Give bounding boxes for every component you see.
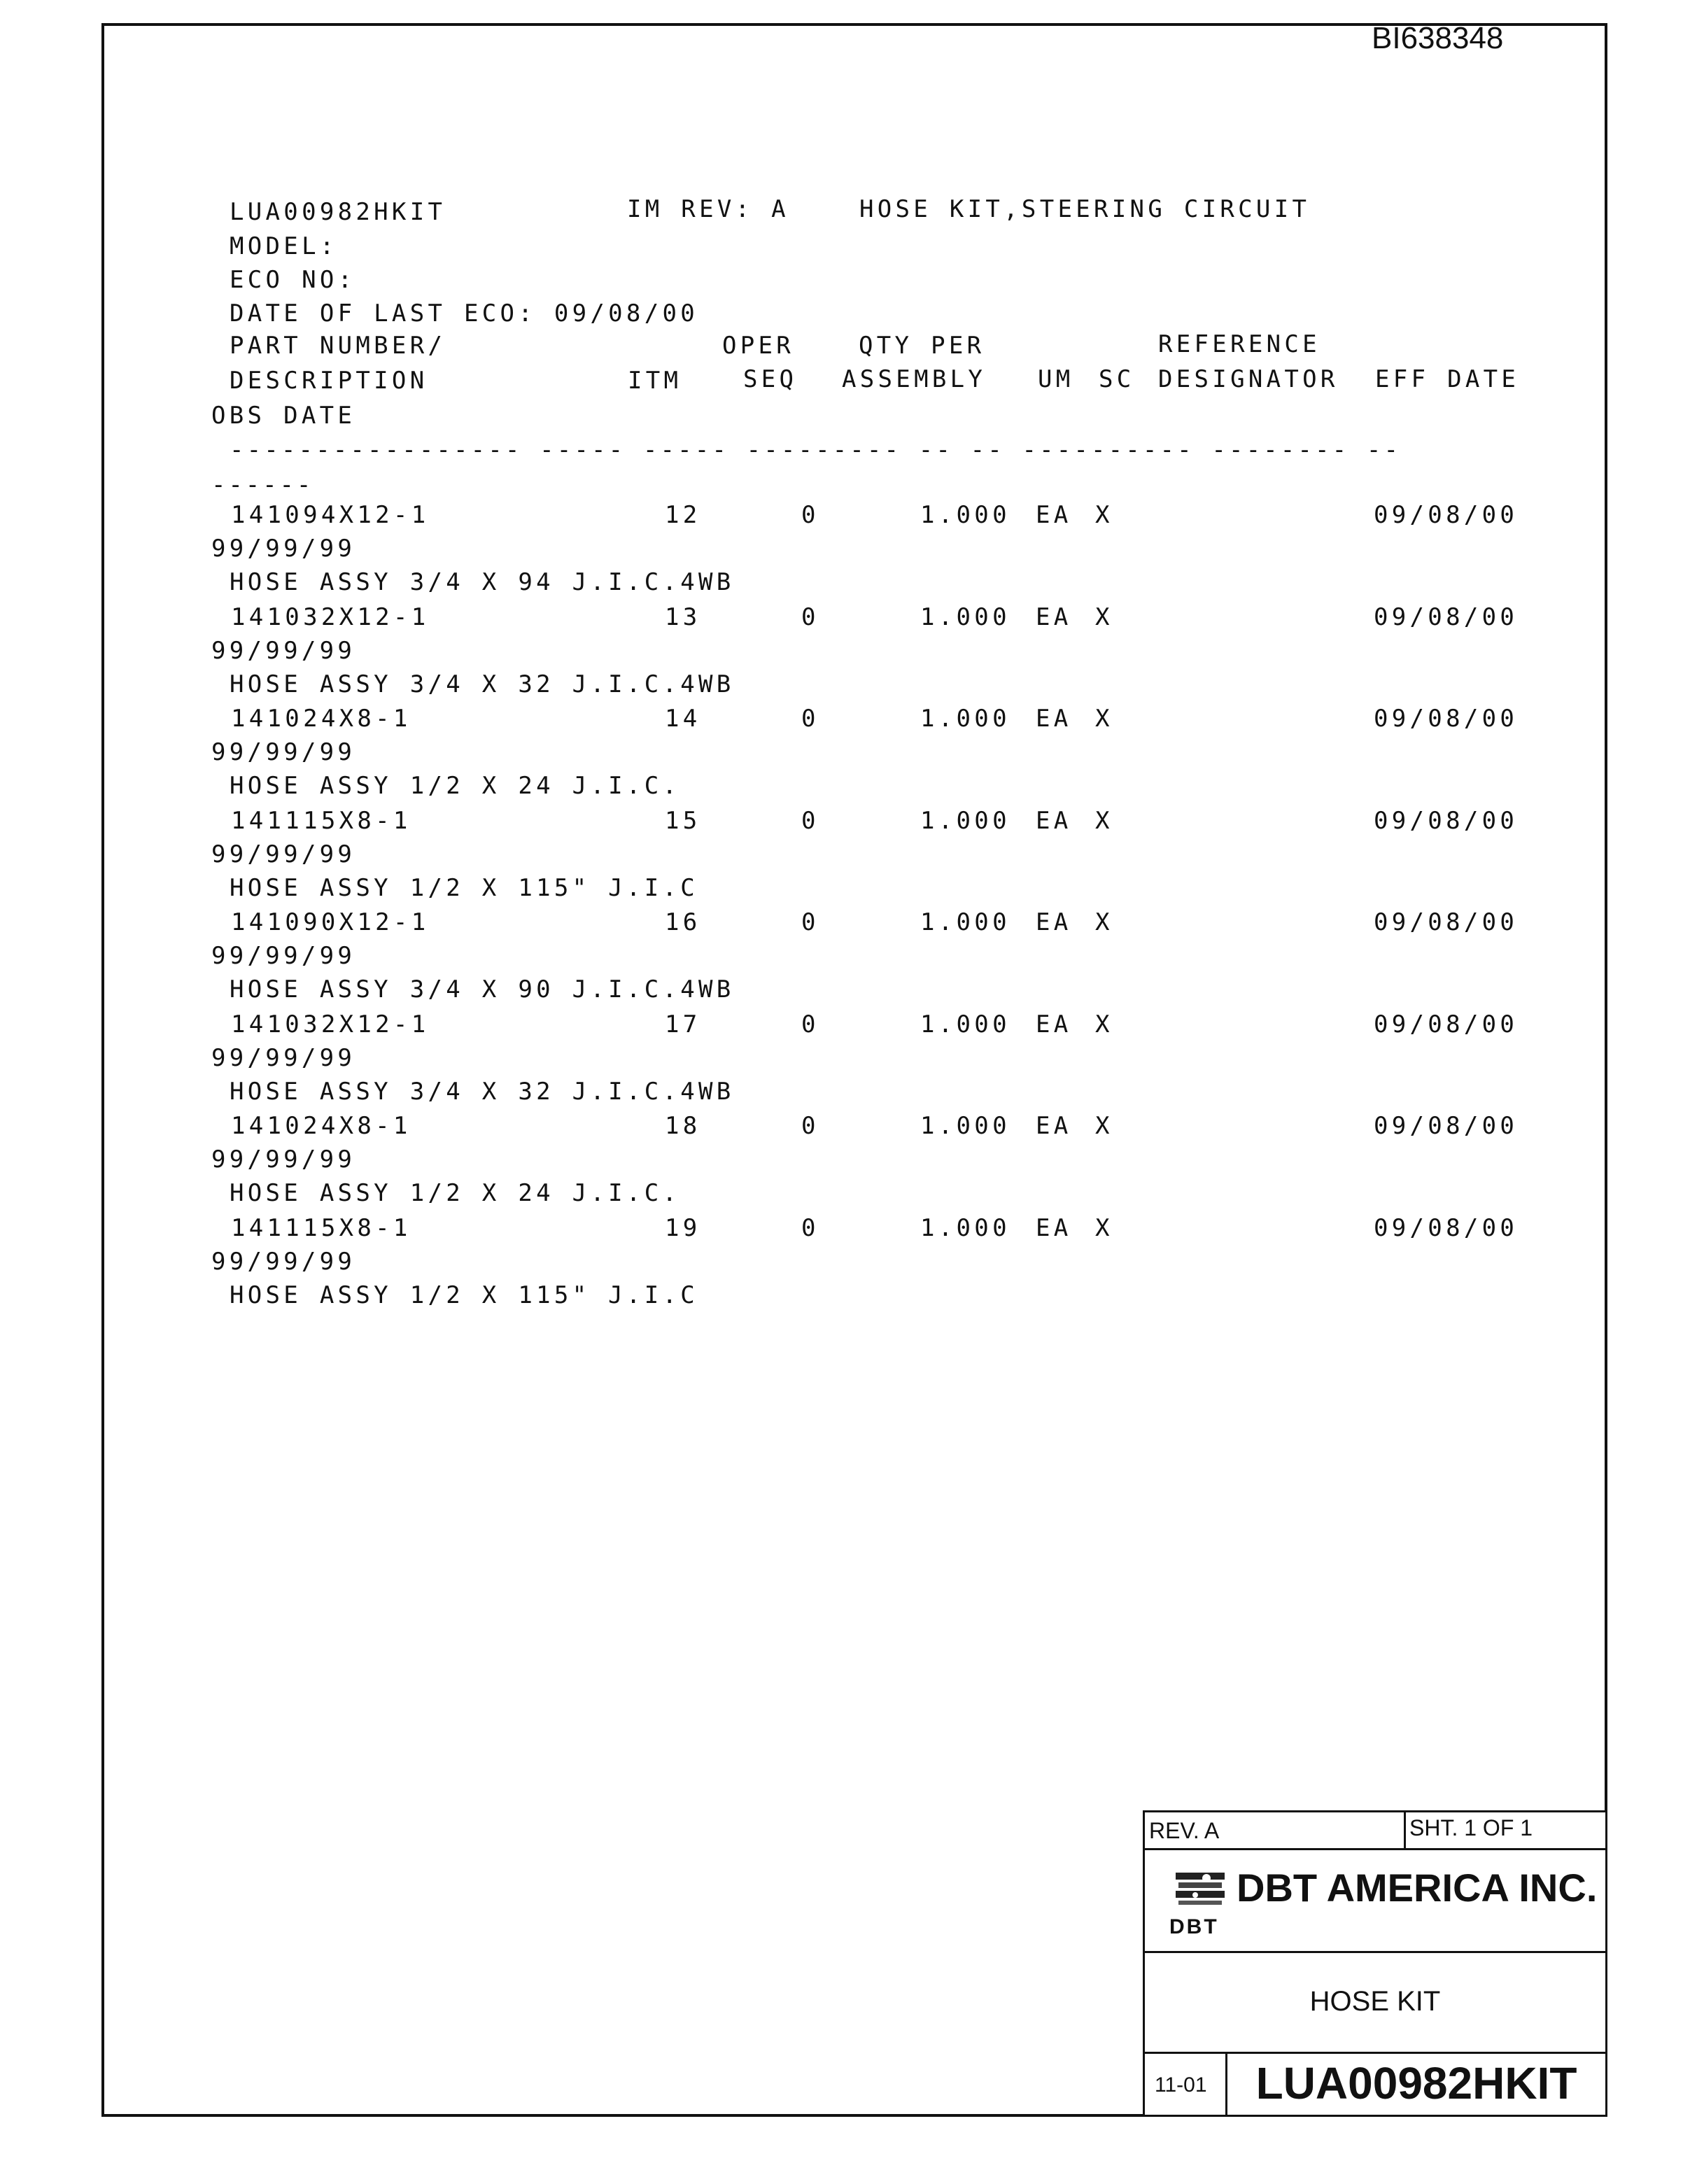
col-um: UM <box>1038 365 1074 393</box>
item-part-number: 141115X8-1 <box>231 1213 411 1242</box>
col-assembly: ASSEMBLY <box>842 365 987 393</box>
item-part-number: 141094X12-1 <box>231 501 430 529</box>
item-obs-date: 99/99/99 <box>211 738 356 766</box>
separator-line: ----------------- ----- ----- --------- -- -- ---------- -------- -- <box>230 436 1402 464</box>
item-obs-date: 99/99/99 <box>211 840 356 868</box>
document-id: BI638348 <box>1372 21 1504 55</box>
item-um: EA <box>1036 908 1072 936</box>
item-description: HOSE ASSY 3/4 X 32 J.I.C.4WB <box>230 1077 735 1106</box>
item-obs-date: 99/99/99 <box>211 1043 356 1072</box>
col-designator: DESIGNATOR <box>1158 365 1339 393</box>
item-sc: X <box>1095 1213 1113 1242</box>
item-description: HOSE ASSY 3/4 X 90 J.I.C.4WB <box>230 975 735 1003</box>
item-obs-date: 99/99/99 <box>211 1146 356 1174</box>
item-eff-date: 09/08/00 <box>1374 1010 1519 1038</box>
col-seq: SEQ <box>743 365 798 393</box>
col-qty-per: QTY PER <box>859 332 985 360</box>
col-oper: OPER <box>722 332 795 360</box>
item-qty: 1.000 <box>920 1112 1010 1140</box>
item-um: EA <box>1036 705 1072 733</box>
item-oper-seq: 0 <box>801 1112 819 1140</box>
col-part-number: PART NUMBER/ <box>230 332 446 360</box>
col-description: DESCRIPTION <box>230 367 428 395</box>
item-oper-seq: 0 <box>801 1010 819 1038</box>
item-itm: 14 <box>665 705 701 733</box>
item-um: EA <box>1036 1010 1072 1038</box>
col-sc: SC <box>1099 365 1135 393</box>
item-sc: X <box>1095 705 1113 733</box>
item-description: HOSE ASSY 3/4 X 94 J.I.C.4WB <box>230 568 735 596</box>
item-part-number: 141024X8-1 <box>231 1112 411 1140</box>
item-description: HOSE ASSY 1/2 X 115" J.I.C <box>230 1281 699 1309</box>
item-obs-date: 99/99/99 <box>211 1247 356 1276</box>
item-um: EA <box>1036 1112 1072 1140</box>
company-name: DBT AMERICA INC. <box>1237 1866 1598 1910</box>
item-sc: X <box>1095 1112 1113 1140</box>
item-oper-seq: 0 <box>801 908 819 936</box>
separator-line-wrap: ------ <box>211 471 314 499</box>
item-um: EA <box>1036 1213 1072 1242</box>
col-obs-date: OBS DATE <box>211 402 356 430</box>
item-eff-date: 09/08/00 <box>1374 1112 1519 1140</box>
item-eff-date: 09/08/00 <box>1374 705 1519 733</box>
col-itm: ITM <box>628 367 682 395</box>
item-eff-date: 09/08/00 <box>1374 806 1519 835</box>
item-sc: X <box>1095 501 1113 529</box>
item-um: EA <box>1036 501 1072 529</box>
item-part-number: 141032X12-1 <box>231 1010 430 1038</box>
item-obs-date: 99/99/99 <box>211 636 356 665</box>
item-itm: 17 <box>665 1010 701 1038</box>
col-eff-date: EFF DATE <box>1375 365 1520 393</box>
item-qty: 1.000 <box>920 806 1010 835</box>
header-eco-no: ECO NO: <box>230 266 356 294</box>
item-qty: 1.000 <box>920 603 1010 631</box>
item-um: EA <box>1036 603 1072 631</box>
drawing-number: LUA00982HKIT <box>1255 2058 1577 2108</box>
header-im-rev: IM REV: A <box>627 195 789 223</box>
item-qty: 1.000 <box>920 1010 1010 1038</box>
item-itm: 12 <box>665 501 701 529</box>
logo-text: DBT <box>1169 1915 1219 1938</box>
item-sc: X <box>1095 603 1113 631</box>
item-description: HOSE ASSY 1/2 X 115" J.I.C <box>230 873 699 902</box>
drawing-title: HOSE KIT <box>1309 1986 1441 2017</box>
item-itm: 18 <box>665 1112 701 1140</box>
item-description: HOSE ASSY 1/2 X 24 J.I.C. <box>230 772 681 800</box>
item-um: EA <box>1036 806 1072 835</box>
item-itm: 16 <box>665 908 701 936</box>
item-itm: 15 <box>665 806 701 835</box>
date-code: 11-01 <box>1155 2073 1207 2097</box>
item-oper-seq: 0 <box>801 1213 819 1242</box>
header-title: HOSE KIT,STEERING CIRCUIT <box>859 195 1311 223</box>
header-part-number: LUA00982HKIT <box>230 198 446 226</box>
item-eff-date: 09/08/00 <box>1374 603 1519 631</box>
item-qty: 1.000 <box>920 501 1010 529</box>
item-oper-seq: 0 <box>801 705 819 733</box>
item-qty: 1.000 <box>920 1213 1010 1242</box>
header-date-last-eco: DATE OF LAST ECO: 09/08/00 <box>230 300 699 327</box>
item-sc: X <box>1095 1010 1113 1038</box>
item-eff-date: 09/08/00 <box>1374 501 1519 529</box>
sheet-label: SHT. 1 OF 1 <box>1409 1815 1533 1840</box>
item-obs-date: 99/99/99 <box>211 942 356 970</box>
item-oper-seq: 0 <box>801 501 819 529</box>
item-oper-seq: 0 <box>801 806 819 835</box>
company-logo-icon <box>1174 1870 1226 1908</box>
rev-label: REV. A <box>1149 1818 1220 1843</box>
col-reference: REFERENCE <box>1158 330 1321 358</box>
item-description: HOSE ASSY 3/4 X 32 J.I.C.4WB <box>230 670 735 698</box>
item-eff-date: 09/08/00 <box>1374 908 1519 936</box>
item-part-number: 141024X8-1 <box>231 705 411 733</box>
item-oper-seq: 0 <box>801 603 819 631</box>
item-sc: X <box>1095 806 1113 835</box>
item-itm: 13 <box>665 603 701 631</box>
header-model: MODEL: <box>230 232 338 260</box>
item-part-number: 141090X12-1 <box>231 908 430 936</box>
item-description: HOSE ASSY 1/2 X 24 J.I.C. <box>230 1179 681 1207</box>
item-sc: X <box>1095 908 1113 936</box>
item-obs-date: 99/99/99 <box>211 535 356 563</box>
item-itm: 19 <box>665 1213 701 1242</box>
item-part-number: 141115X8-1 <box>231 806 411 835</box>
item-qty: 1.000 <box>920 705 1010 733</box>
item-eff-date: 09/08/00 <box>1374 1213 1519 1242</box>
item-part-number: 141032X12-1 <box>231 603 430 631</box>
item-qty: 1.000 <box>920 908 1010 936</box>
